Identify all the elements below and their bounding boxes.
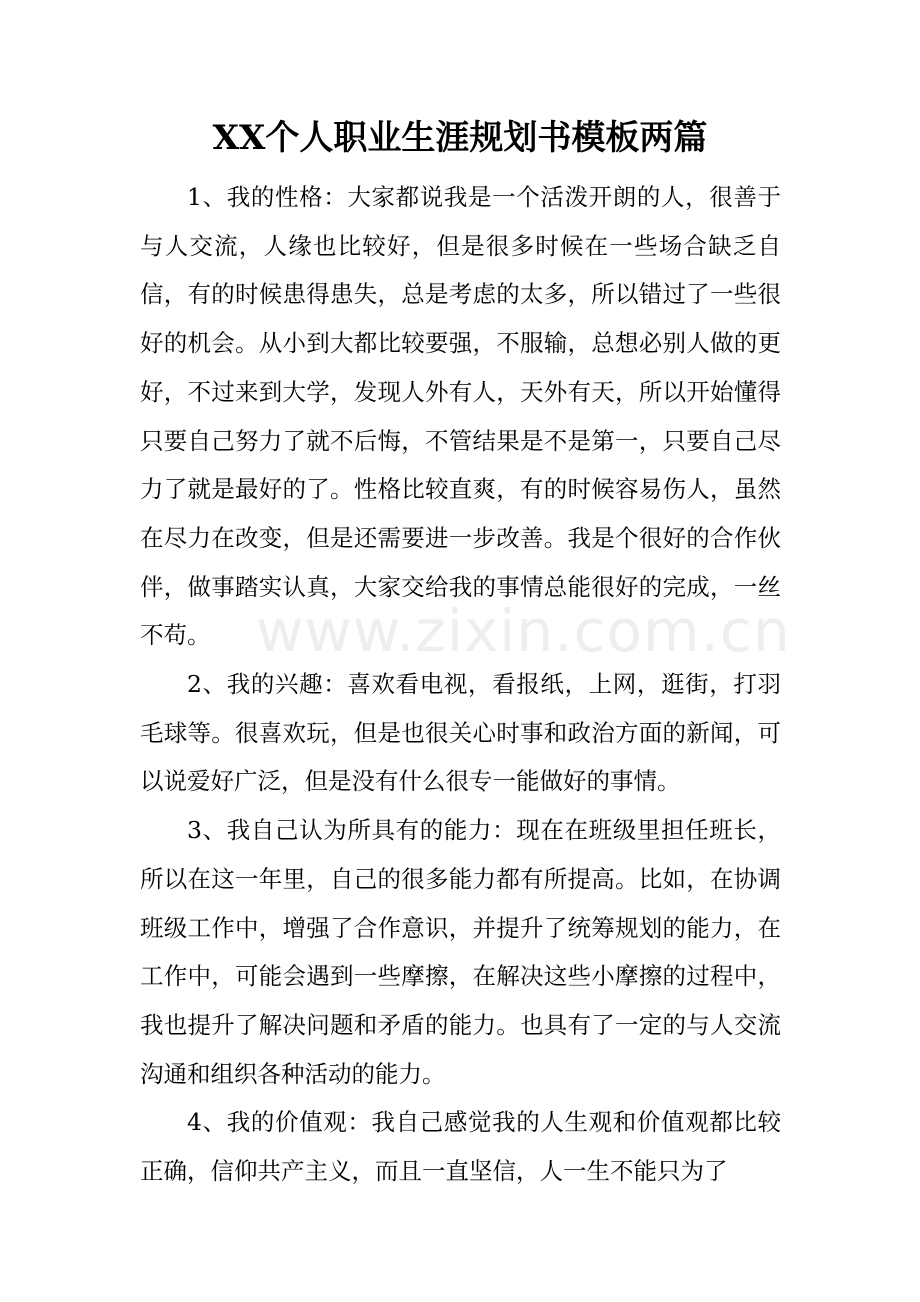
paragraph-abilities: 3、我自己认为所具有的能力：现在在班级里担任班长，所以在这一年里，自己的很多能力都有所提高。比如，在协调班级工作中，增强了合作意识，并提升了统筹规划的能力，在工作中，可能会遇到一些摩擦，在解决这些小摩擦的过程中，我也提升了解决问题和矛盾的能力。也具有了一定的与人交流沟通和组织各种活动的能力。 [140,816,781,1088]
document-body [140,173,781,1196]
paragraph-personality: 1、我的性格：大家都说我是一个活泼开朗的人，很善于与人交流，人缘也比较好，但是很多时候在一些场合缺乏自信，有的时候患得患失，总是考虑的太多，所以错过了一些很好的机会。从小到大都比较要强，不服输，总想必别人做的更好，不过来到大学，发现人外有人，天外有天，所以开始懂得只要自己努力了就不后悔，不管结果是不是第一，只要自己尽力了就是最好的了。性格比较直爽，有的时候容易伤人，虽然在尽力在改变，但是还需要进一步改善。我是个很好的合作伙伴，做事踏实认真，大家交给我的事情总能很好的完成，一丝不苟。 [140,183,781,650]
paragraph-values: 4、我的价值观：我自己感觉我的人生观和价值观都比较正确，信仰共产主义，而且一直坚信，人一生不能只为了 [140,1108,781,1186]
paragraph-interests: 2、我的兴趣：喜欢看电视，看报纸，上网，逛街，打羽毛球等。很喜欢玩，但是也很关心时事和政治方面的新闻，可以说爱好广泛，但是没有什么很专一能做好的事情。 [140,670,781,796]
watermark: www.zixin.com.cn [256,597,791,665]
document-title: XX个人职业生涯规划书模板两篇 [212,118,708,158]
